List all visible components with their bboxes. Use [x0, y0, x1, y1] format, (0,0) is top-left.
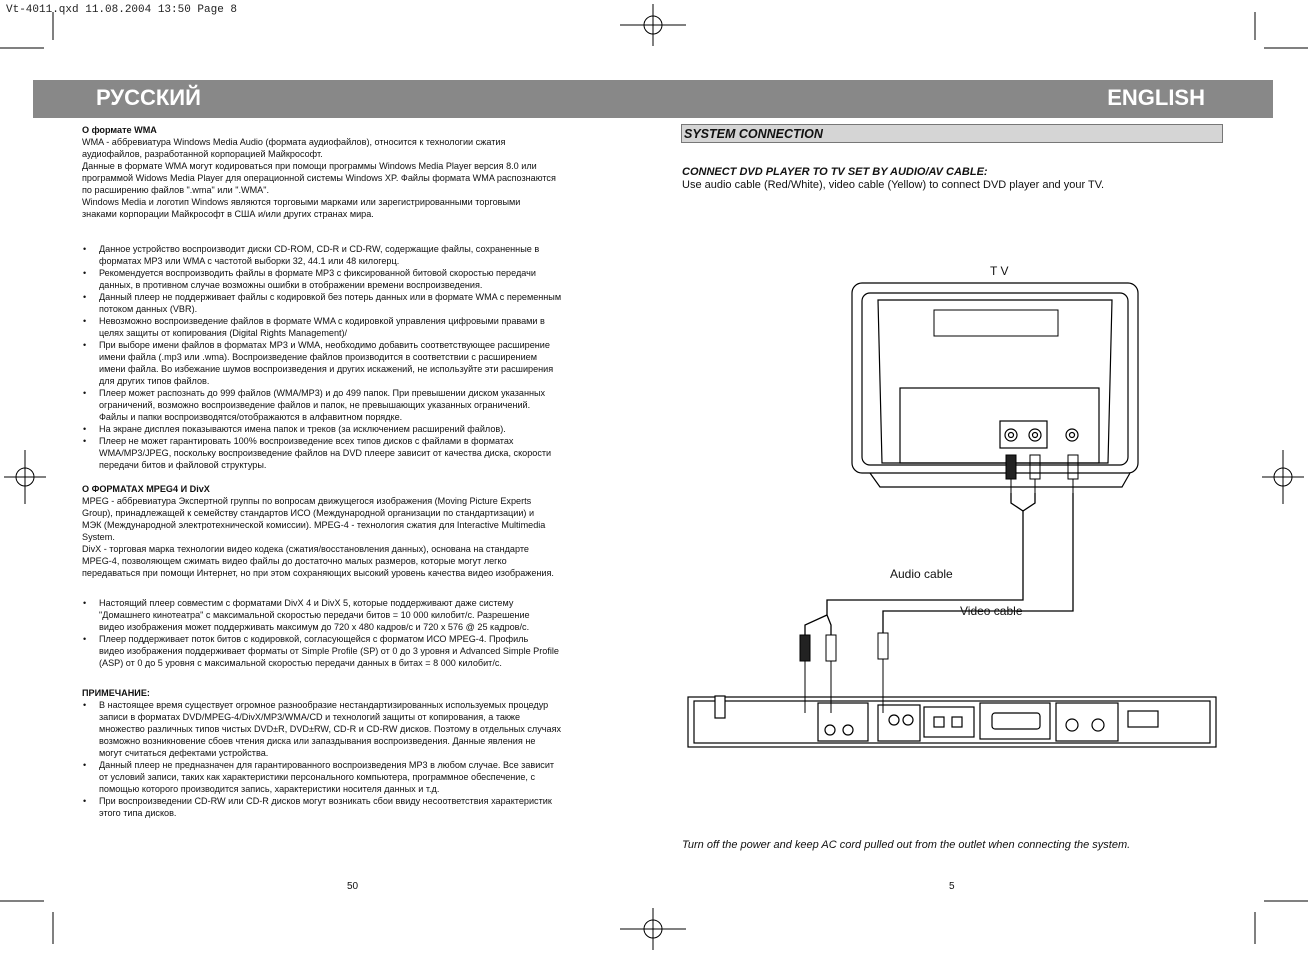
bullet-line: • Плеер не может гарантировать 100% воспроизведение всех типов дисков с файлами в форматах	[99, 436, 514, 446]
bullet-line: • Плеер поддерживает поток битов с кодировкой, согласующейся с форматом ИСО MPEG-4. Профиль	[99, 634, 529, 644]
note-heading: ПРИМЕЧАНИЕ:	[82, 688, 150, 698]
bullet-item	[82, 435, 627, 471]
registration-mark-bottom	[620, 908, 686, 950]
note-bullet-list	[82, 699, 627, 819]
bullet-line: видео изображения поддерживает форматы от Simple Profile (SP) от 0 до 3 уровня и Advanced Simple Profile	[99, 646, 559, 656]
bullet-line: • Невозможно воспроизведение файлов в формате WMA с кодировкой управления цифровыми правами в	[99, 316, 545, 326]
bullet-line: • Плеер может распознать до 999 файлов (WMA/MP3) и до 499 папок. При превышении диском указанных	[99, 388, 546, 398]
print-slug: Vt-4011.qxd 11.08.2004 13:50 Page 8	[6, 4, 238, 16]
bullet-line: WMA/MP3/JPEG, поскольку воспроизведение файлов на DVD плеере зависит от качества диска, скорости	[99, 448, 552, 458]
registration-mark-top	[620, 4, 686, 46]
wma-paragraph-line: по расширению файлов ".wma" или ".WMA".	[82, 185, 269, 195]
mpeg-bullet-list	[82, 597, 627, 669]
bullet-item	[82, 423, 627, 435]
bullet-item	[82, 633, 627, 669]
wma-paragraph-line: знаками корпорации Майкрософт в США и/или других странах мира.	[82, 209, 374, 219]
mpeg-paragraph-line: DivX - торговая марка технологии видео кодека (сжатия/восстановления данных), основана на стандарте	[82, 544, 529, 554]
bullet-line: от условий записи, таких как характеристики персонального компьютера, программное обеспечение, с	[99, 772, 536, 782]
section-title: SYSTEM CONNECTION	[684, 127, 823, 141]
bullet-line: имени файла (.mp3 или .wma). Воспроизведение файлов производится в соответствии с расширением	[99, 352, 537, 362]
audio-cable-label: Audio cable	[890, 567, 953, 581]
connect-title: CONNECT DVD PLAYER TO TV SET BY AUDIO/AV CABLE:	[682, 166, 988, 178]
mpeg-paragraph-line: Group), принадлежащей к семейству стандартов ИСО (Международной организации по стандартизации) и	[82, 508, 535, 518]
header-title-russian: РУССКИЙ	[96, 85, 201, 110]
header-title-english: ENGLISH	[1107, 85, 1205, 110]
bullet-line: • Данный плеер не поддерживает файлы с кодировкой без потерь данных или в формате WMA с переменным	[99, 292, 562, 302]
bullet-item	[82, 387, 627, 423]
video-cable-label: Video cable	[960, 604, 1023, 618]
dvd-player-rear	[688, 696, 1216, 747]
mpeg-paragraph-line: MPEG - аббревиатура Экспертной группы по вопросам движущегося изображения (Moving Picture Experts	[82, 496, 532, 506]
bullet-item	[82, 315, 627, 339]
tv-vent-grill	[934, 310, 1058, 336]
safety-footnote: Turn off the power and keep AC cord pulled out from the outlet when connecting the system.	[682, 839, 1131, 851]
wma-paragraph-line: аудиофайлов, разработанной корпорацией Майкрософт.	[82, 149, 323, 159]
bullet-line: • Рекомендуется воспроизводить файлы в формате MP3 с фиксированной битовой скоростью передачи	[99, 268, 536, 278]
bullet-line: множество различных типов чистых DVD±R, DVD±RW, CD-R и CD-RW дисков. Поэтому в отдельных случаях	[99, 724, 562, 734]
bullet-line: для других типов файлов.	[99, 376, 210, 386]
bullet-line: помощью которого производится запись, характеристики носителя данных и т.д.	[99, 784, 440, 794]
wma-bullet-list	[82, 243, 627, 471]
tv-av-jacks	[1000, 421, 1078, 448]
wma-paragraph-line: Данные в формате WMA могут кодироваться при помощи программы Windows Media Player версия 8.0 или	[82, 161, 537, 171]
wma-paragraph-line: программой Widows Media Player для операционной системы Windows XP. Файлы формата WMA распознаются	[82, 173, 556, 183]
page-number-right: 5	[949, 881, 955, 892]
mpeg-paragraph-line: МЭК (Международной электротехнической комиссии). MPEG-4 - технология сжатия для Interactive Multimedia	[82, 520, 546, 530]
tv-rear	[852, 283, 1138, 487]
bullet-line: целях защиты от копирования (Digital Rights Management)/	[99, 328, 348, 338]
bullet-item	[82, 699, 627, 759]
wma-paragraph-line: Windows Media и логотип Windows являются торговыми марками или зарегистрированными торговыми	[82, 197, 521, 207]
registration-mark-right	[1262, 450, 1304, 504]
bullet-line: • При воспроизведении CD-RW или CD-R дисков могут возникать сбои ввиду несоответствия характеристик	[99, 796, 552, 806]
bullet-line: этого типа дисков.	[99, 808, 177, 818]
bullet-line: • Данное устройство воспроизводит диски CD-ROM, CD-R и CD-RW, содержащие файлы, сохраненные в	[99, 244, 540, 254]
mpeg-paragraph-line: MPEG-4, позволяющем сжимать видео файлы до достаточно малых размеров, которые могут легко	[82, 556, 507, 566]
header-banner	[33, 80, 1273, 118]
mpeg-heading: О ФОРМАТАХ MPEG4 И DivX	[82, 484, 210, 494]
tv-label: T V	[990, 264, 1009, 278]
bullet-line: • Настоящий плеер совместим с форматами DivX 4 и DivX 5, которые поддерживают даже систему	[99, 598, 514, 608]
registration-mark-left	[4, 450, 46, 504]
bullet-line: Файлы и папки воспроизводятся/отображаются в алфавитном порядке.	[99, 412, 403, 422]
bullet-line: данных, в противном случае возможны ошибки в отображении времени воспроизведения.	[99, 280, 483, 290]
bullet-line: могут считаться дефектами устройства.	[99, 748, 269, 758]
bullet-line: форматах MP3 или WMA с частотой выборки 32, 44.1 или 48 килогерц.	[99, 256, 400, 266]
bullet-line: • На экране дисплея показываются имена папок и треков (за исключением расширений файлов).	[99, 424, 506, 434]
bullet-item	[82, 243, 627, 267]
connection-diagram	[680, 255, 1225, 755]
bullet-line: • При выборе имени файлов в форматах MP3 и WMA, необходимо добавить соответствующее расширение	[99, 340, 550, 350]
mpeg-paragraph-line: System.	[82, 532, 115, 542]
connect-body: Use audio cable (Red/White), video cable (Yellow) to connect DVD player and your TV.	[682, 179, 1105, 191]
bullet-item	[82, 267, 627, 291]
bullet-item	[82, 291, 627, 315]
bullet-item	[82, 795, 627, 819]
bullet-item	[82, 339, 627, 387]
mpeg-paragraphs	[82, 495, 627, 579]
bullet-line: "Домашнего кинотеатра" с максимальной скоростью передачи битов = 10 000 килобит/с. Разрешение	[99, 610, 530, 620]
bullet-line: • Данный плеер не предназначен для гарантированного воспроизведения MP3 в любом случае. Все зависит	[99, 760, 555, 770]
wma-paragraphs	[82, 136, 627, 220]
wma-paragraph-line: WMA - аббревиатура Windows Media Audio (формата аудиофайлов), относится к технологии сжатия	[82, 137, 506, 147]
bullet-line: возможно возникновение сбоев чтения диска или запаздывания воспроизведения. Данные явления не	[99, 736, 536, 746]
bullet-line: • В настоящее время существует огромное разнообразие нестандартизированных используемых процедур	[99, 700, 549, 710]
bullet-line: передачи битов и файловой структуры.	[99, 460, 267, 470]
bullet-item	[82, 597, 627, 633]
mpeg-paragraph-line: передаваться при помощи Интернет, но при этом сохраняющих высокий уровень качества видео изображения.	[82, 568, 554, 578]
wma-heading: О формате WMA	[82, 125, 157, 135]
bullet-line: ограничений, возможно воспроизведение файлов и папок, не превышающих указанных ограничений.	[99, 400, 531, 410]
bullet-line: потоком данных (VBR).	[99, 304, 198, 314]
bullet-line: записи в форматах DVD/MPEG-4/DivX/MP3/WMA/CD и технологий защиты от копирования, а также	[99, 712, 521, 722]
bullet-line: видео изображения может поддерживать максимум до 720 x 480 кадров/с и 720 x 576 @ 25 кадров/с.	[99, 622, 530, 632]
bullet-item	[82, 759, 627, 795]
bullet-line: (ASP) от 0 до 5 уровня с максимальной скоростью передачи данных в битах = 8 000 килобит/с.	[99, 658, 502, 668]
page-number-left: 50	[347, 881, 359, 892]
russian-column	[82, 124, 627, 819]
bullet-line: имени файла. Во избежание шумов воспроизведения и других искажений, не используйте эти расширения	[99, 364, 554, 374]
